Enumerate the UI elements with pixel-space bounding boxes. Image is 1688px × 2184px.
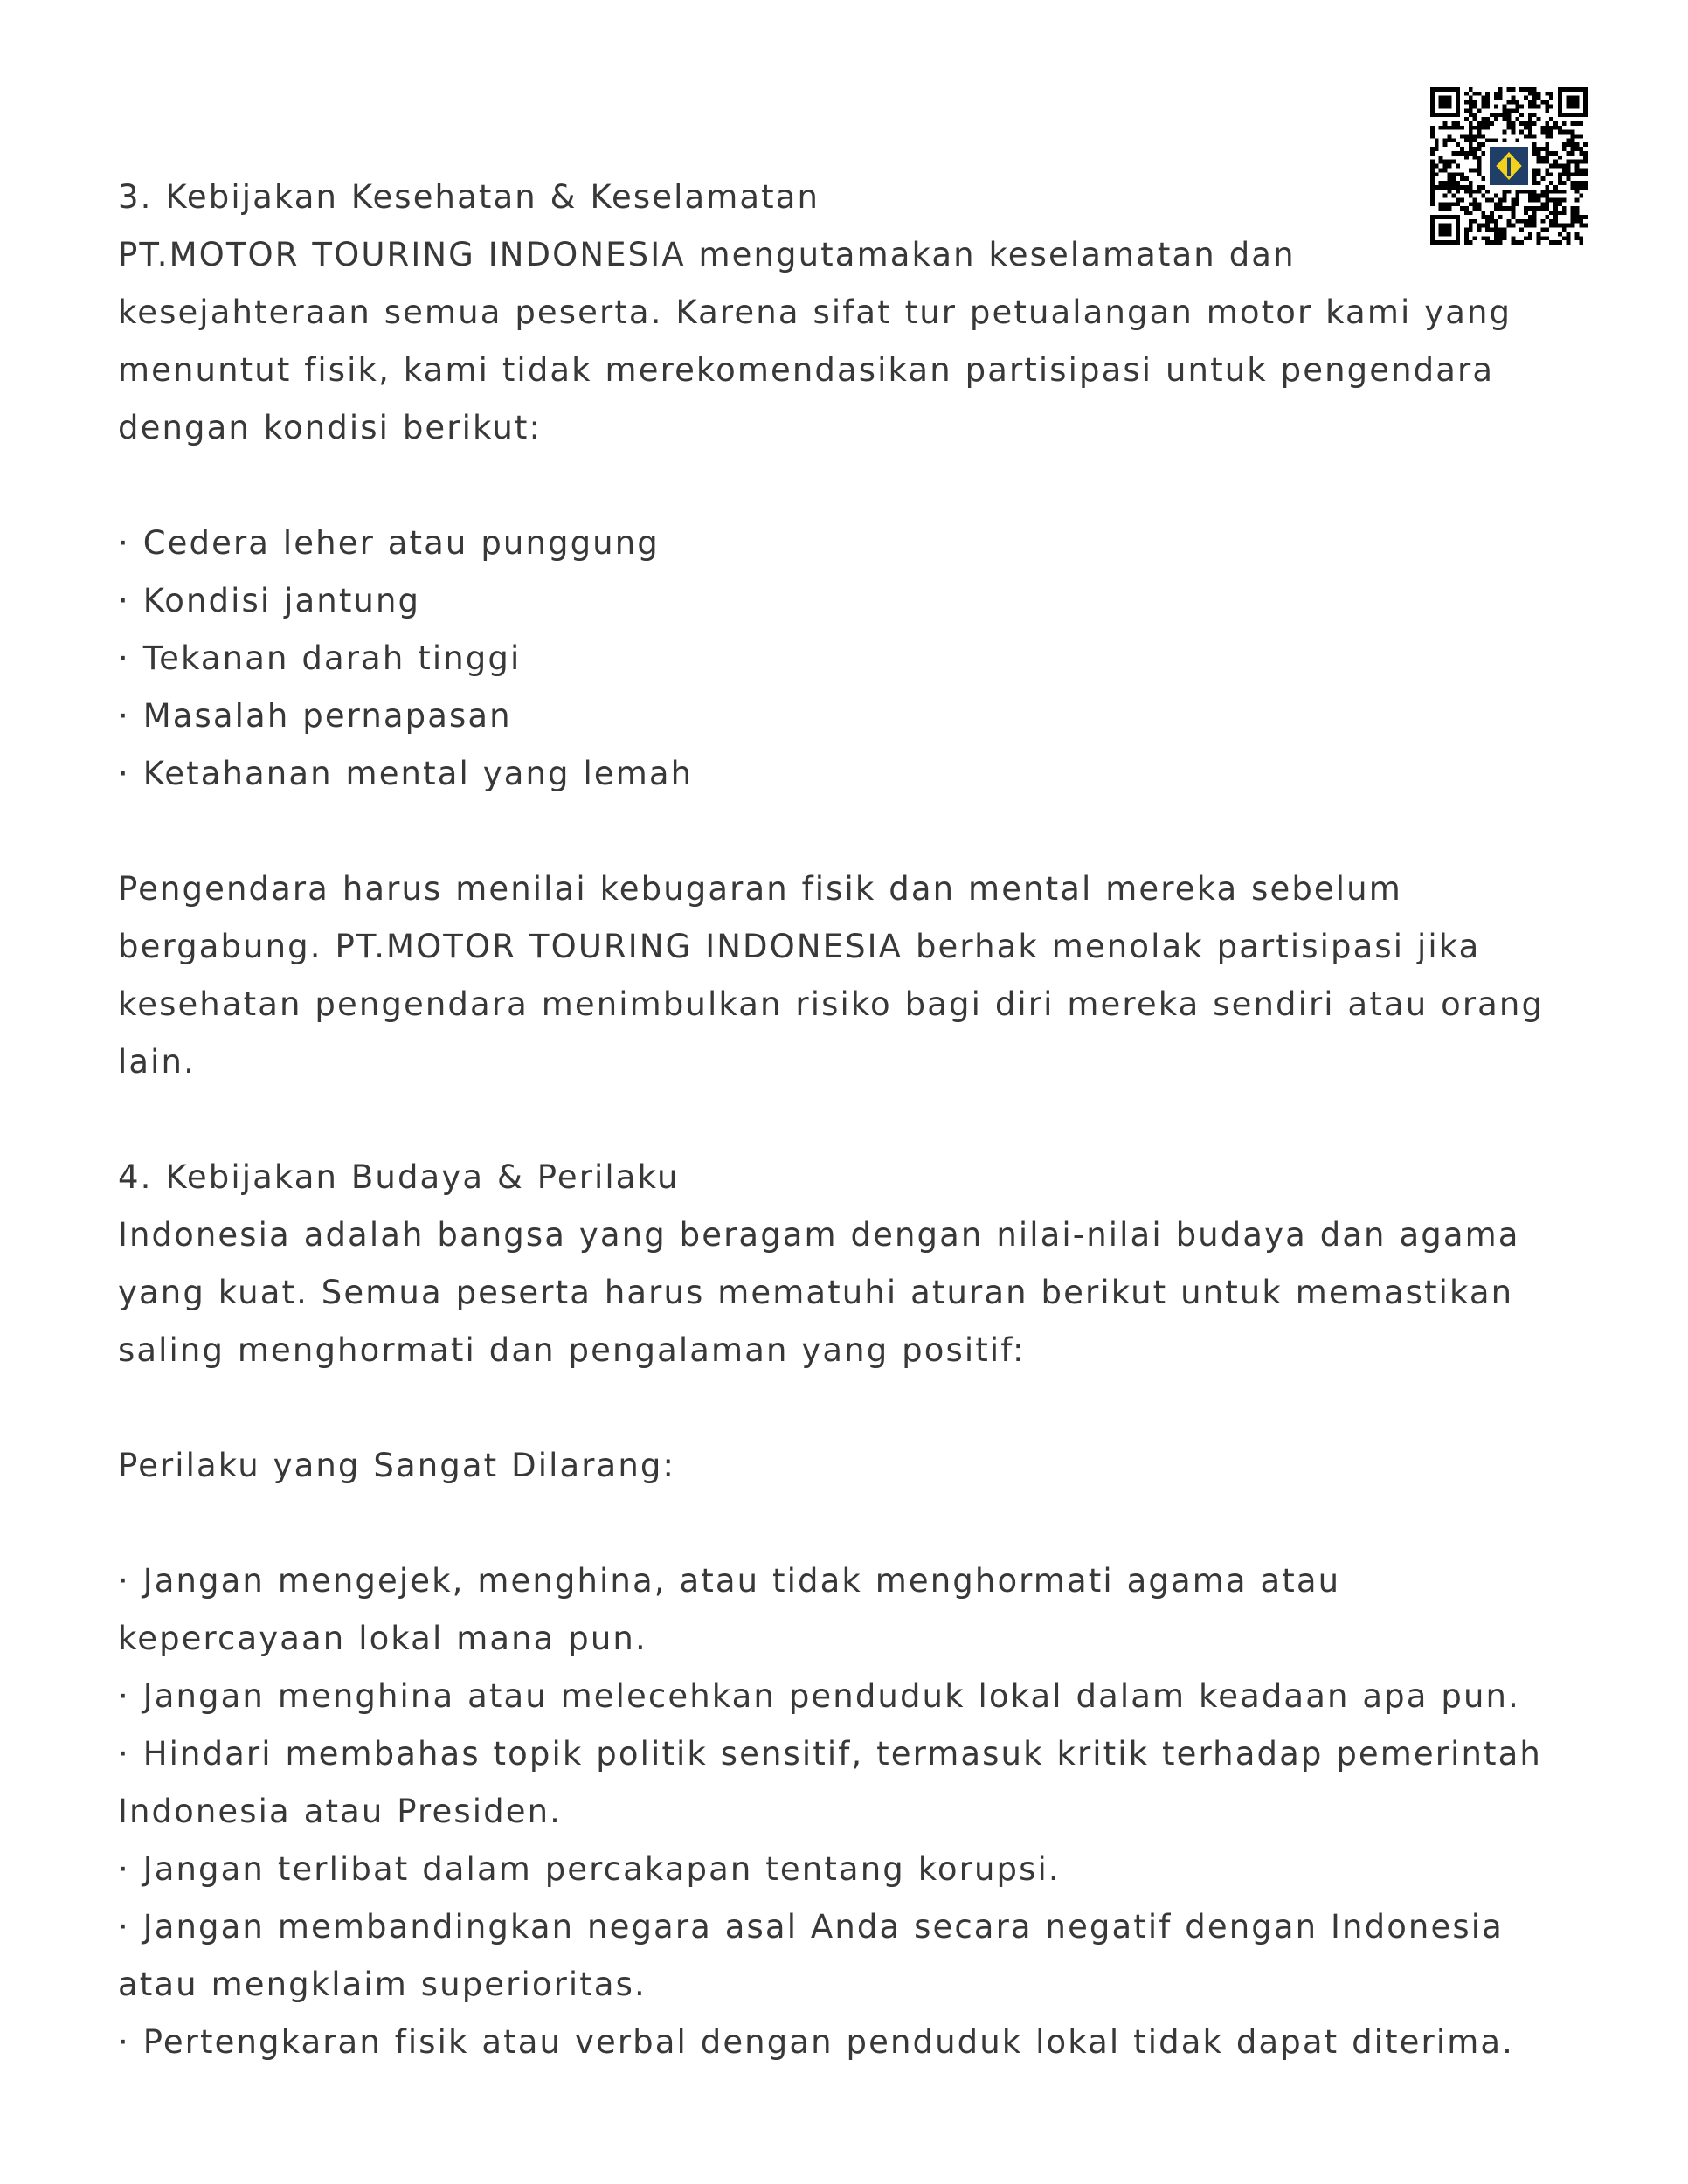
prohibited-list-line: kepercayaan lokal mana pun. [118, 1620, 647, 1657]
section-4-heading: 4. Kebijakan Budaya & Perilaku [118, 1158, 680, 1196]
prohibited-list-line: · Jangan membandingkan negara asal Anda secara negatif dengan Indonesia [118, 1908, 1504, 1946]
section-3-closing-line: kesehatan pengendara menimbulkan risiko bagi diri mereka sendiri atau orang [118, 985, 1545, 1023]
condition-list-item: · Tekanan darah tinggi [118, 639, 522, 677]
prohibited-behavior-heading: Perilaku yang Sangat Dilarang: [118, 1447, 676, 1484]
condition-list-item: · Ketahanan mental yang lemah [118, 755, 694, 792]
section-4-intro-line: yang kuat. Semua peserta harus mematuhi aturan berikut untuk memastikan [118, 1274, 1514, 1311]
section-3-heading: 3. Kebijakan Kesehatan & Keselamatan [118, 178, 820, 216]
section-4-intro-line: saling menghormati dan pengalaman yang positif: [118, 1331, 1026, 1369]
prohibited-list-line: Indonesia atau Presiden. [118, 1793, 562, 1830]
document-body [118, 169, 1586, 2071]
section-3-intro-line: PT.MOTOR TOURING INDONESIA mengutamakan keselamatan dan [118, 236, 1296, 273]
section-3-intro-line: kesejahteraan semua peserta. Karena sifat tur petualangan motor kami yang [118, 294, 1512, 331]
section-3-intro-line: dengan kondisi berikut: [118, 409, 543, 446]
section-4-intro-line: Indonesia adalah bangsa yang beragam dengan nilai-nilai budaya dan agama [118, 1216, 1520, 1254]
prohibited-list-line: · Hindari membahas topik politik sensitif, termasuk kritik terhadap pemerintah [118, 1735, 1542, 1773]
section-3-closing-line: Pengendara harus menilai kebugaran fisik dan mental mereka sebelum [118, 870, 1402, 908]
section-3-closing-line: bergabung. PT.MOTOR TOURING INDONESIA berhak menolak partisipasi jika [118, 928, 1481, 965]
section-3-closing-line: lain. [118, 1043, 196, 1081]
prohibited-list-line: atau mengklaim superioritas. [118, 1966, 647, 2003]
condition-list-item: · Masalah pernapasan [118, 697, 512, 735]
prohibited-list-line: · Jangan menghina atau melecehkan penduduk lokal dalam keadaan apa pun. [118, 1677, 1520, 1715]
prohibited-list-line: · Pertengkaran fisik atau verbal dengan penduduk lokal tidak dapat diterima. [118, 2023, 1515, 2061]
section-3-intro-line: menuntut fisik, kami tidak merekomendasikan partisipasi untuk pengendara [118, 351, 1495, 389]
prohibited-list-line: · Jangan terlibat dalam percakapan tentang korupsi. [118, 1850, 1061, 1888]
prohibited-list-line: · Jangan mengejek, menghina, atau tidak menghormati agama atau [118, 1562, 1341, 1600]
condition-list-item: · Kondisi jantung [118, 582, 421, 619]
condition-list-item: · Cedera leher atau punggung [118, 524, 660, 562]
